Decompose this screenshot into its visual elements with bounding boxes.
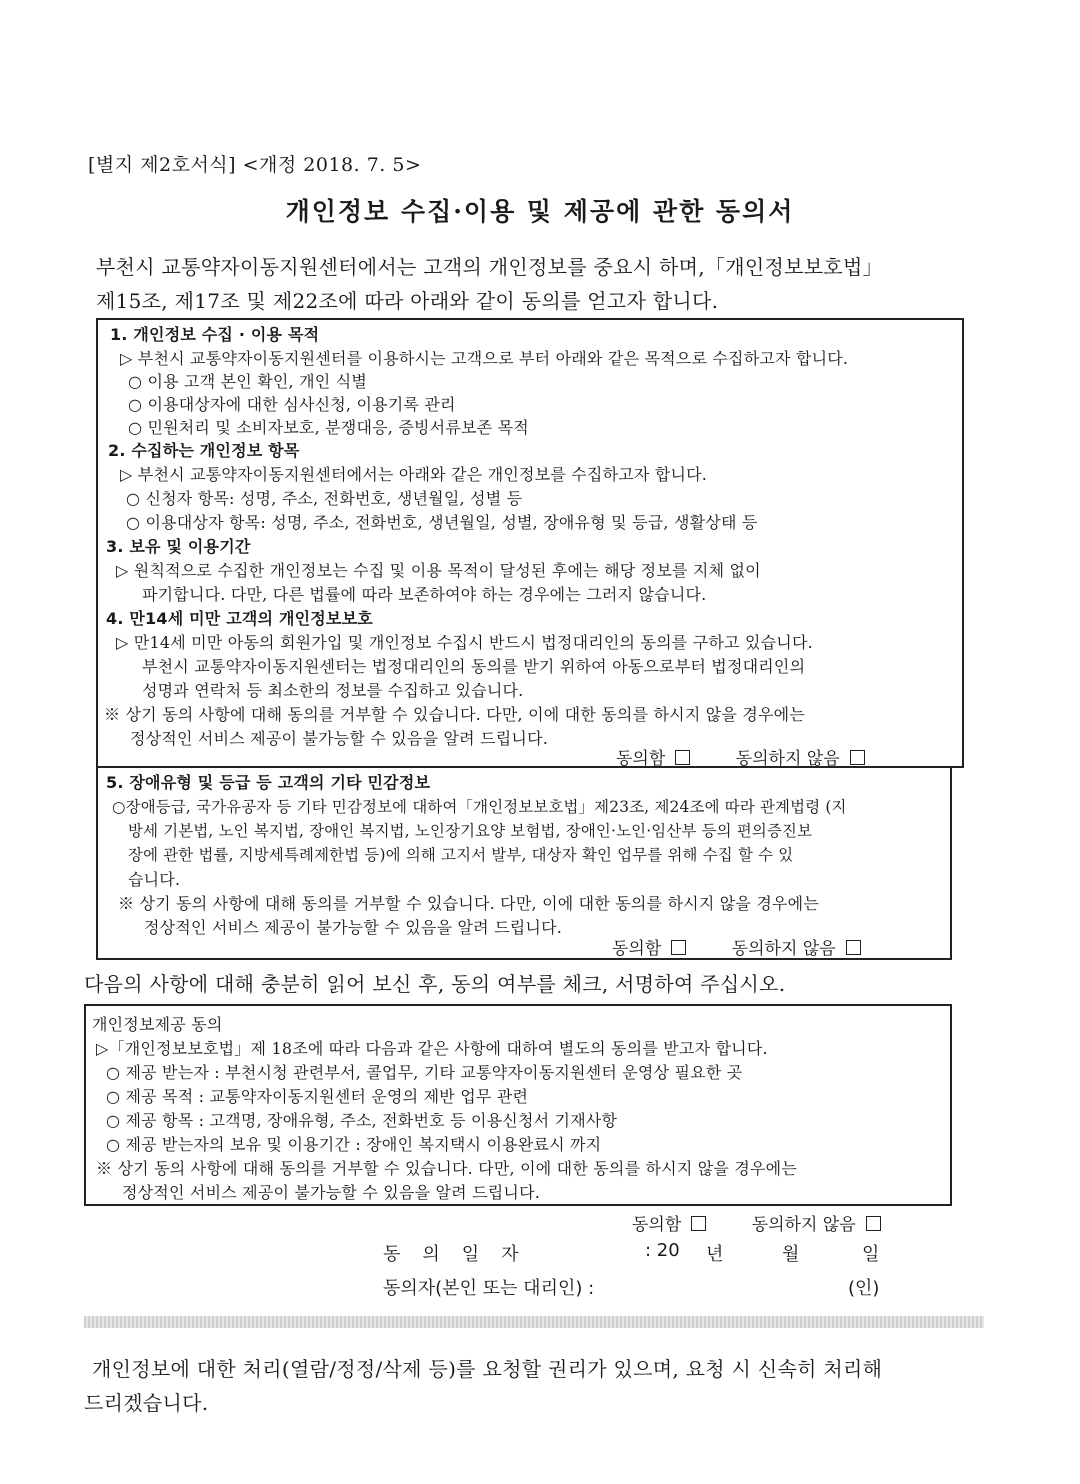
- list-item: ○ 제공 받는자 : 부천시청 관련부서, 콜업무, 기타 교통약자이동지원센터 운영상 필요한 곳: [106, 1063, 743, 1082]
- agree-checkbox[interactable]: [675, 750, 690, 765]
- page-title: 개인정보 수집·이용 및 제공에 관한 동의서: [285, 197, 795, 226]
- intro-line: 제15조, 제17조 및 제22조에 따라 아래와 같이 동의를 얻고자 합니다.: [96, 289, 719, 313]
- section5-heading: 5. 장애유형 및 등급 등 고객의 기타 민감정보: [106, 773, 431, 792]
- agree-checkbox[interactable]: [671, 940, 686, 955]
- section4-heading: 4. 만14세 미만 고객의 개인정보보호: [106, 609, 373, 628]
- section3-heading: 3. 보유 및 이용기간: [106, 537, 251, 556]
- intro-line: 부천시 교통약자이동지원센터에서는 고객의 개인정보를 중요시 하며,「개인정보보호법」: [96, 255, 883, 279]
- refusal-notice: ※ 상기 동의 사항에 대해 동의를 거부할 수 있습니다. 다만, 이에 대한 동의를 하시지 않을 경우에는: [118, 894, 819, 913]
- provision-lead: ▷「개인정보보호법」제 18조에 따라 다음과 같은 사항에 대하여 별도의 동의를 받고자 합니다.: [96, 1039, 768, 1058]
- section5-text: 습니다.: [128, 870, 181, 889]
- collection-consent-box: [96, 318, 964, 768]
- section5-text: 장에 관한 법률, 지방세특례제한법 등)에 의해 고지서 발부, 대상자 확인 업무를 위해 수집 할 수 있: [128, 846, 794, 864]
- disagree-checkbox[interactable]: [850, 750, 865, 765]
- sensitive-info-box: [96, 766, 952, 960]
- provision-consent-box: [84, 1004, 952, 1206]
- refusal-notice: ※ 상기 동의 사항에 대해 동의를 거부할 수 있습니다. 다만, 이에 대한 동의를 하시지 않을 경우에는: [104, 705, 805, 724]
- list-item: ○ 이용 고객 본인 확인, 개인 식별: [128, 372, 368, 391]
- section2-heading: 2. 수집하는 개인정보 항목: [108, 441, 300, 460]
- list-item: ○ 신청자 항목: 성명, 주소, 전화번호, 생년월일, 성별 등: [126, 489, 523, 508]
- refusal-notice: 정상적인 서비스 제공이 불가능할 수 있음을 알려 드립니다.: [144, 918, 563, 937]
- section1-heading: 1. 개인정보 수집 · 이용 목적: [110, 325, 320, 344]
- disagree-checkbox[interactable]: [846, 940, 861, 955]
- agree-checkbox[interactable]: [691, 1216, 706, 1231]
- month-label: 월: [782, 1244, 800, 1265]
- agree-label: 동의함: [616, 749, 666, 769]
- list-item: ○ 이용대상자 항목: 성명, 주소, 전화번호, 생년월일, 성별, 장애유형 및 등급, 생활상태 등: [126, 513, 758, 532]
- section4-text: ▷ 만14세 미만 아동의 회원가입 및 개인정보 수집시 반드시 법정대리인의 동의를 구하고 있습니다.: [116, 633, 813, 652]
- list-item: ○ 제공 받는자의 보유 및 이용기간 : 장애인 복지택시 이용완료시 까지: [106, 1135, 602, 1154]
- seal-mark[interactable]: (인): [848, 1278, 880, 1299]
- consent-date-year-prefix[interactable]: : 20: [645, 1240, 680, 1261]
- section3-text: ▷ 원칙적으로 수집한 개인정보는 수집 및 이용 목적이 달성된 후에는 해당 정보를 지체 없이: [116, 561, 761, 580]
- section3-text: 파기합니다. 다만, 다른 법률에 따라 보존하여야 하는 경우에는 그러지 않습니다.: [142, 585, 707, 604]
- refusal-notice: ※ 상기 동의 사항에 대해 동의를 거부할 수 있습니다. 다만, 이에 대한 동의를 하시지 않을 경우에는: [96, 1159, 797, 1178]
- instruction-text: 다음의 사항에 대해 충분히 읽어 보신 후, 동의 여부를 체크, 서명하여 주십시오.: [84, 972, 786, 996]
- refusal-notice: 정상적인 서비스 제공이 불가능할 수 있음을 알려 드립니다.: [130, 729, 549, 748]
- consent-choice-2: [612, 934, 861, 959]
- section5-text: ○장애등급, 국가유공자 등 기타 민감정보에 대하여「개인정보보호법」제23조, 제24조에 따라 관계법령 (지: [112, 798, 847, 816]
- footer-line: 드리겠습니다.: [84, 1391, 209, 1415]
- disagree-label: 동의하지 않음: [731, 939, 836, 959]
- consent-choice-3: [632, 1210, 881, 1235]
- list-item: ○ 제공 항목 : 고객명, 장애유형, 주소, 전화번호 등 이용신청서 기재사항: [106, 1111, 618, 1130]
- list-item: ○ 이용대상자에 대한 심사신청, 이용기록 관리: [128, 395, 456, 414]
- section4-text: 부천시 교통약자이동지원센터는 법정대리인의 동의를 받기 위하여 아동으로부터 법정대리인의: [142, 657, 806, 676]
- section1-lead: ▷ 부천시 교통약자이동지원센터를 이용하시는 고객으로 부터 아래와 같은 목적으로 수집하고자 합니다.: [120, 349, 849, 368]
- section4-text: 성명과 연락처 등 최소한의 정보를 수집하고 있습니다.: [142, 681, 524, 700]
- list-item: ○ 민원처리 및 소비자보호, 분쟁대응, 증빙서류보존 목적: [128, 418, 529, 437]
- section2-lead: ▷ 부천시 교통약자이동지원센터에서는 아래와 같은 개인정보를 수집하고자 합니다.: [120, 465, 708, 484]
- disagree-label: 동의하지 않음: [735, 749, 840, 769]
- list-item: ○ 제공 목적 : 교통약자이동지원센터 운영의 제반 업무 관련: [106, 1087, 529, 1106]
- intro-paragraph: [96, 250, 976, 318]
- provision-heading: 개인정보제공 동의: [92, 1015, 223, 1034]
- disagree-checkbox[interactable]: [866, 1216, 881, 1231]
- footer-paragraph: [84, 1352, 954, 1420]
- consent-date-label: 동의일자: [383, 1244, 541, 1265]
- form-label: [별지 제2호서식] <개정 2018. 7. 5>: [88, 154, 422, 176]
- disagree-label: 동의하지 않음: [751, 1215, 856, 1235]
- refusal-notice: 정상적인 서비스 제공이 불가능할 수 있음을 알려 드립니다.: [122, 1183, 541, 1202]
- day-label: 일: [862, 1244, 880, 1265]
- year-label: 년: [706, 1244, 724, 1265]
- agree-label: 동의함: [612, 939, 662, 959]
- signer-label: 동의자(본인 또는 대리인) :: [383, 1278, 595, 1299]
- agree-label: 동의함: [632, 1215, 682, 1235]
- footer-line: 개인정보에 대한 처리(열람/정정/삭제 등)를 요청할 권리가 있으며, 요청 시 신속히 처리해: [92, 1357, 883, 1381]
- section5-text: 방세 기본법, 노인 복지법, 장애인 복지법, 노인장기요양 보험법, 장애인·노인·임산부 등의 편의증진보: [128, 822, 813, 840]
- divider: [84, 1316, 984, 1328]
